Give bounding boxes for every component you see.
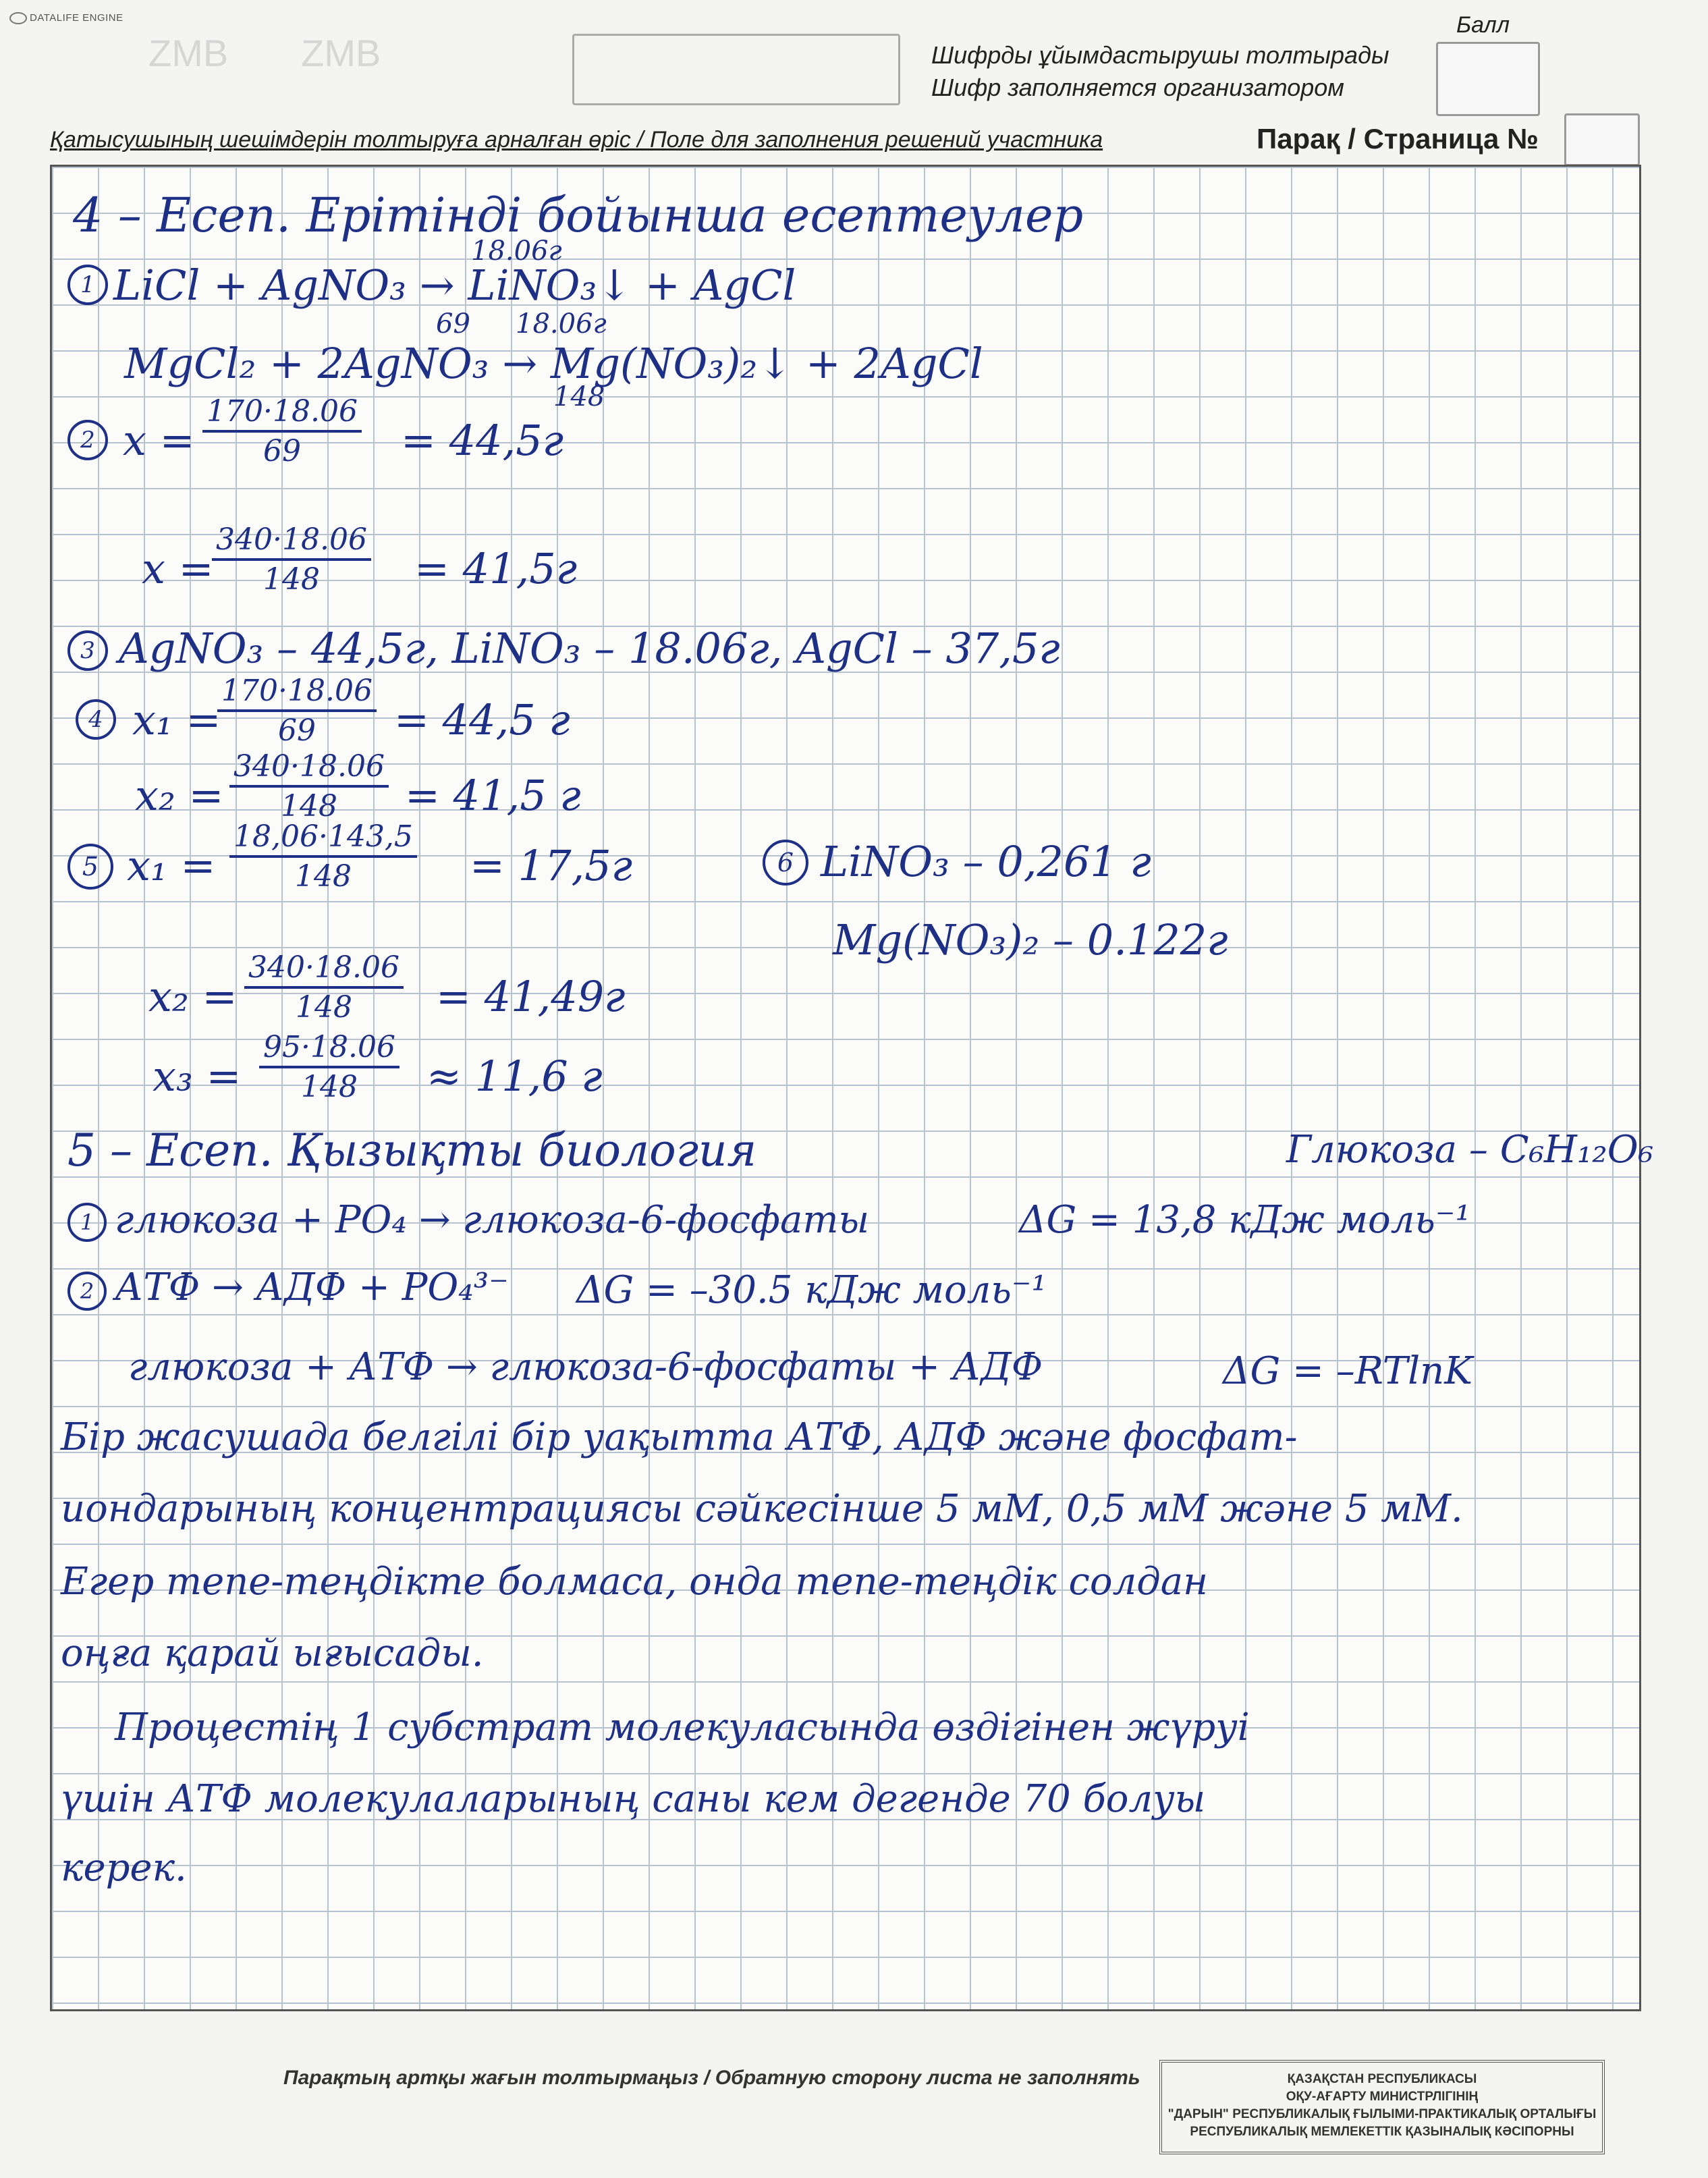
bio-text-line-5: Процестің 1 субстрат молекуласында өздігінен жүруі — [115, 1706, 1250, 1749]
score-label: Балл — [1456, 12, 1510, 38]
step-3-marker: 3 — [67, 630, 108, 671]
eq1-annotation-molar: 69 — [436, 308, 470, 339]
s4b-lhs: x₂ = — [135, 771, 224, 820]
s5b-result: = 41,49г — [436, 972, 626, 1021]
step-6-lino3: LiNO₃ – 0,261 г — [821, 837, 1151, 886]
s2b-denominator: 148 — [263, 562, 320, 597]
bio-text-line-2: иондарының концентрациясы сәйкесінше 5 мМ, 0,5 мМ және 5 мМ. — [61, 1487, 1463, 1531]
bio-reaction-3: глюкоза + АТФ → глюкоза-6-фосфаты + АДФ — [128, 1345, 1043, 1389]
step-5-marker: 5 — [67, 844, 113, 890]
organization-stamp — [1159, 2060, 1605, 2154]
page-number-label: Парақ / Страница № — [1257, 123, 1539, 155]
bio-step-2-marker: 2 — [67, 1272, 107, 1311]
s2b-result: = 41,5г — [414, 544, 578, 593]
step-2-marker: 2 — [67, 420, 108, 460]
back-side-note: Парақтың артқы жағын толтырмаңыз / Обратную сторону листа не заполнять — [283, 2067, 1140, 2089]
s2b-lhs: x = — [142, 544, 214, 593]
s5c-result: ≈ 11,6 г — [426, 1052, 603, 1101]
s4b-denominator: 148 — [280, 789, 337, 823]
s4a-fraction — [217, 674, 377, 748]
s5a-fraction — [229, 819, 417, 894]
cipher-box — [572, 34, 900, 105]
s5c-numerator: 95·18.06 — [259, 1030, 400, 1068]
bio-text-line-7: керек. — [61, 1846, 187, 1890]
s5c-fraction — [259, 1030, 400, 1104]
bio-step-1-marker: 1 — [67, 1203, 107, 1242]
bio-reaction-1-dg: ΔG = 13,8 кДж моль⁻¹ — [1019, 1198, 1470, 1242]
s4a-denominator: 69 — [277, 713, 316, 748]
s4a-numerator: 170·18.06 — [217, 674, 377, 712]
eq2-annotation-molar: 148 — [553, 381, 605, 412]
step-4-marker: 4 — [76, 699, 116, 740]
datalife-logo — [9, 12, 123, 24]
s2b-numerator: 340·18.06 — [212, 522, 371, 561]
equation-1: LiCl + AgNO₃ → LiNO₃↓ + AgCl — [113, 261, 796, 310]
s5a-result: = 17,5г — [470, 841, 633, 890]
bio-reaction-2: АТФ → АДФ + PO₄³⁻ — [115, 1265, 509, 1309]
stamp-line-1: ҚАЗАҚСТАН РЕСПУБЛИКАСЫ — [1287, 2072, 1477, 2086]
s4a-result: = 44,5 г — [394, 695, 570, 744]
s4b-numerator: 340·18.06 — [229, 749, 389, 788]
step-3-masses: AgNO₃ – 44,5г, LiNO₃ – 18.06г, AgCl – 37,5г — [119, 624, 1060, 673]
s5b-denominator: 148 — [295, 990, 352, 1025]
equation-2: MgCl₂ + 2AgNO₃ → Mg(NO₃)₂↓ + 2AgCl — [124, 339, 983, 388]
watermark-2: ZMB — [301, 32, 381, 74]
s5c-lhs: x₃ = — [153, 1052, 242, 1101]
score-box — [1436, 42, 1540, 116]
s5b-fraction — [244, 950, 404, 1025]
s2a-lhs: x = — [123, 416, 195, 465]
answer-field-label: Қатысушының шешімдерін толтыруға арналған өріс / Поле для заполнения решений участника — [50, 127, 1103, 153]
step-1-marker: 1 — [67, 265, 108, 305]
bio-text-line-4: оңға қарай ығысады. — [61, 1631, 484, 1675]
page-number-box — [1564, 113, 1640, 166]
step-6-marker: 6 — [763, 840, 808, 886]
task5-title: 5 – Есеп. Қызықты биология — [67, 1124, 757, 1176]
cipher-kz: Шифрды ұйымдастырушы толтырады — [931, 41, 1389, 69]
s5b-lhs: x₂ = — [148, 972, 238, 1021]
bio-reaction-3-dg: ΔG = –RTlnK — [1223, 1349, 1473, 1393]
bio-reaction-1: глюкоза + PO₄ → глюкоза-6-фосфаты — [115, 1198, 870, 1242]
step-6-mgno3: Mg(NO₃)₂ – 0.122г — [833, 915, 1228, 964]
glucose-formula: Глюкоза – C₆H₁₂O₆ — [1286, 1128, 1654, 1172]
s4a-lhs: x₁ = — [132, 695, 221, 744]
stamp-line-2: ОҚУ-АҒАРТУ МИНИСТРЛІГІНІҢ — [1286, 2090, 1479, 2104]
s5a-numerator: 18,06·143,5 — [229, 819, 417, 858]
logo-text: DATALIFE ENGINE — [30, 12, 123, 24]
s2a-result: = 44,5г — [401, 416, 564, 465]
s2a-denominator: 69 — [263, 434, 301, 468]
bio-reaction-2-dg: ΔG = –30.5 кДж моль⁻¹ — [576, 1268, 1047, 1312]
bio-text-line-1: Бір жасушада белгілі бір уақытта АТФ, АДФ және фосфат- — [61, 1415, 1298, 1459]
bio-text-line-3: Егер тепе-теңдікте болмаса, онда тепе-теңдік солдан — [61, 1560, 1209, 1604]
s5a-lhs: x₁ = — [127, 841, 216, 890]
s4b-result: = 41,5 г — [405, 771, 581, 820]
eq1-annotation-mass: 18.06г — [471, 236, 562, 267]
stamp-line-3: "ДАРЫН" РЕСПУБЛИКАЛЫҚ ҒЫЛЫМИ-ПРАКТИКАЛЫҚ ОРТАЛЫҒЫ — [1167, 2107, 1597, 2121]
s5a-denominator: 148 — [294, 859, 352, 894]
task4-title: 4 – Есеп. Ерітінді бойынша есептеулер — [73, 188, 1084, 243]
stamp-line-4: РЕСПУБЛИКАЛЫҚ МЕМЛЕКЕТТІК ҚАЗЫНАЛЫҚ КӘСІПОРНЫ — [1190, 2125, 1574, 2139]
s2b-fraction — [212, 522, 371, 597]
s2a-fraction — [202, 394, 362, 468]
bio-text-line-6: үшін АТФ молекулаларының саны кем дегенде 70 болуы — [61, 1777, 1206, 1821]
s5c-denominator: 148 — [300, 1070, 358, 1104]
s2a-numerator: 170·18.06 — [202, 394, 362, 433]
watermark-1: ZMB — [148, 32, 229, 74]
cipher-ru: Шифр заполняется организатором — [931, 74, 1344, 101]
eye-icon — [9, 12, 27, 24]
s5b-numerator: 340·18.06 — [244, 950, 404, 989]
s4b-fraction — [229, 749, 389, 823]
eq1-annotation-mass-2: 18.06г — [516, 308, 607, 339]
cipher-instructions — [931, 39, 1389, 104]
